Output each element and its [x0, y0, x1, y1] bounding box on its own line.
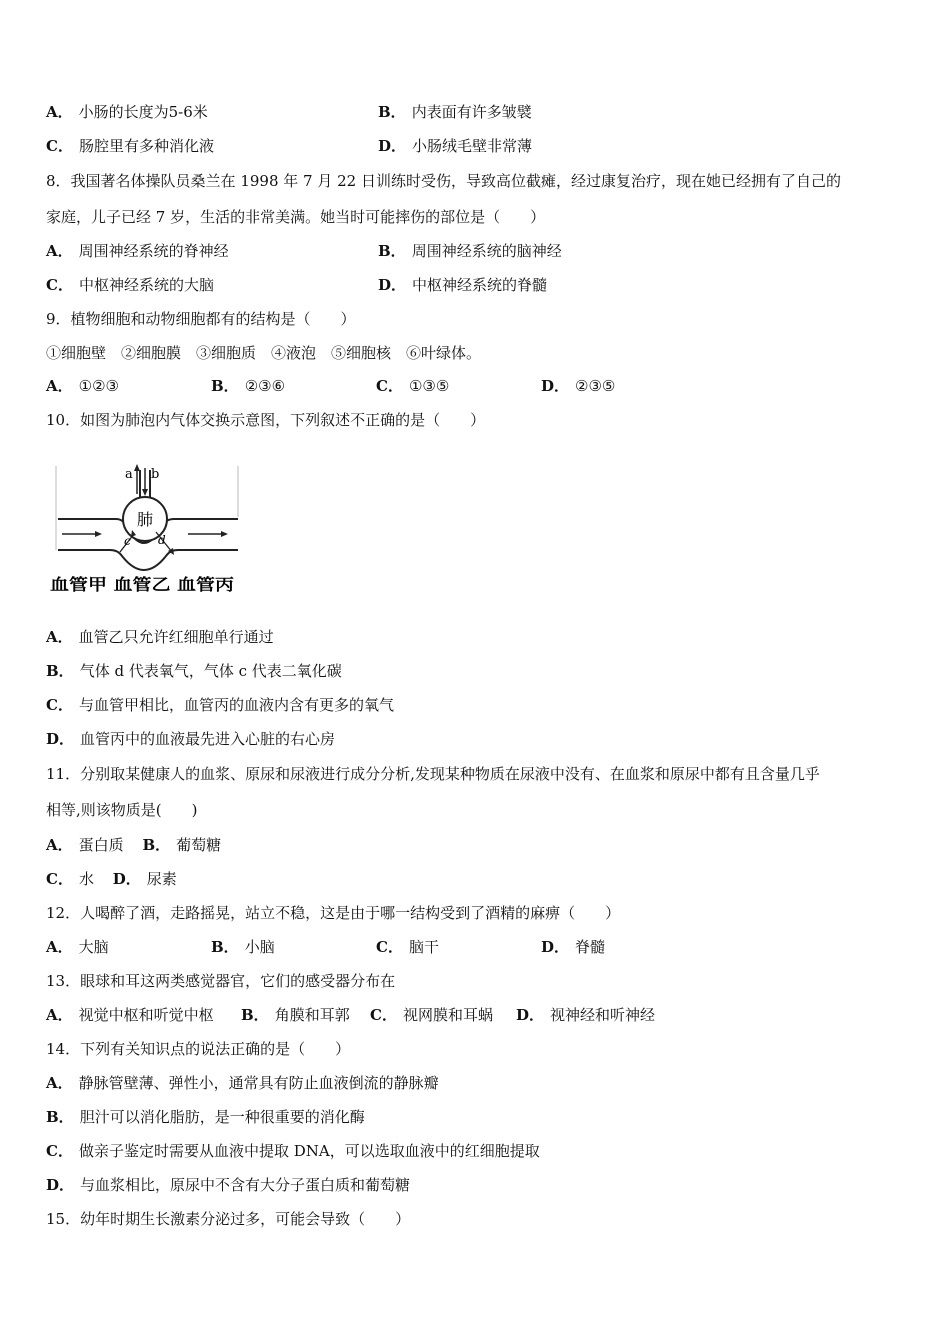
flow-arrow-right-head	[221, 531, 228, 537]
q11-option-b[interactable]: B． 葡萄糖	[142, 836, 222, 854]
q11-stem-line-1: 11．分别取某健康人的血浆、原尿和尿液进行成分分析,发现某种物质在尿液中没有、在血浆和原尿中都有且含量几乎	[46, 765, 820, 783]
q9-option-c[interactable]: C． ①③⑤	[376, 377, 450, 395]
q9-option-b[interactable]: B． ②③⑥	[211, 377, 286, 395]
q7-option-b[interactable]: B． 内表面有许多皱襞	[378, 103, 532, 121]
q10-option-a[interactable]: A． 血管乙只允许红细胞单行通过	[46, 628, 274, 646]
label-c: c	[124, 534, 131, 548]
label-b: b	[151, 467, 160, 482]
q9-option-d[interactable]: D． ②③⑤	[541, 377, 616, 395]
flow-arrow-left-head	[95, 531, 102, 537]
q14-option-b[interactable]: B． 胆汁可以消化脂肪，是一种很重要的消化酶	[46, 1108, 365, 1126]
q8-option-row-ab	[46, 241, 562, 261]
q7-option-d[interactable]: D． 小肠绒毛壁非常薄	[378, 137, 533, 155]
q8-option-d[interactable]: D． 中枢神经系统的脊髓	[378, 276, 548, 294]
q13-stem: 13．眼球和耳这两类感觉器官，它们的感受器分布在	[46, 972, 396, 990]
q8-option-b[interactable]: B． 周围神经系统的脑神经	[378, 242, 562, 260]
alveolus-gas-exchange-diagram	[48, 462, 244, 596]
q13-option-a[interactable]: A． 视觉中枢和听觉中枢	[46, 1006, 214, 1024]
label-d: d	[158, 533, 166, 547]
q9-stem: 9．植物细胞和动物细胞都有的结构是（ ）	[46, 310, 356, 328]
q10-option-c[interactable]: C． 与血管甲相比，血管丙的血液内含有更多的氧气	[46, 696, 394, 714]
q14-option-c[interactable]: C． 做亲子鉴定时需要从血液中提取 DNA，可以选取血液中的红细胞提取	[46, 1142, 540, 1160]
q10-stem: 10．如图为肺泡内气体交换示意图，下列叙述不正确的是（ ）	[46, 411, 486, 429]
q9-option-a[interactable]: A． ①②③	[46, 377, 119, 395]
q7-option-a[interactable]: A． 小肠的长度为5-6米	[46, 103, 208, 121]
q10-option-b[interactable]: B． 气体 d 代表氧气，气体 c 代表二氧化碳	[46, 662, 342, 680]
q15-stem: 15．幼年时期生长激素分泌过多，可能会导致（ ）	[46, 1210, 411, 1228]
q9-items: ①细胞壁 ②细胞膜 ③细胞质 ④液泡 ⑤细胞核 ⑥叶绿体。	[46, 344, 482, 362]
q11-option-row-ab	[46, 835, 221, 855]
label-alveolus: 肺	[137, 510, 154, 529]
label-a: a	[125, 467, 133, 482]
q13-option-d[interactable]: D． 视神经和听神经	[516, 1006, 656, 1024]
q12-option-b[interactable]: B． 小脑	[211, 938, 275, 956]
vessel-lower-wall	[58, 550, 238, 570]
q7-option-row-cd	[46, 136, 533, 156]
q8-option-a[interactable]: A． 周围神经系统的脊神经	[46, 242, 229, 260]
q7-option-row-ab	[46, 102, 532, 122]
q14-option-a[interactable]: A． 静脉管壁薄、弹性小，通常具有防止血液倒流的静脉瓣	[46, 1074, 439, 1092]
q11-option-row-cd	[46, 869, 177, 889]
q11-option-d[interactable]: D． 尿素	[112, 870, 177, 888]
q12-option-c[interactable]: C． 脑干	[376, 938, 439, 956]
q11-stem-line-2: 相等,则该物质是( )	[46, 801, 198, 819]
arrow-a-head	[134, 464, 140, 471]
q14-stem: 14．下列有关知识点的说法正确的是（ ）	[46, 1040, 351, 1058]
q8-stem-line-1: 8．我国著名体操队员桑兰在 1998 年 7 月 22 日训练时受伤，导致高位截瘫，经过康复治疗，现在她已经拥有了自己的	[46, 172, 841, 190]
q13-option-b[interactable]: B． 角膜和耳郭	[241, 1006, 350, 1024]
q7-option-c[interactable]: C． 肠腔里有多种消化液	[46, 137, 214, 155]
q8-option-c[interactable]: C． 中枢神经系统的大脑	[46, 276, 214, 294]
q11-option-c[interactable]: C． 水	[46, 870, 94, 888]
q10-option-d[interactable]: D． 血管丙中的血液最先进入心脏的右心房	[46, 730, 336, 748]
q14-option-d[interactable]: D． 与血浆相比，原尿中不含有大分子蛋白质和葡萄糖	[46, 1176, 411, 1194]
arrow-b-head	[142, 489, 148, 496]
q13-option-c[interactable]: C． 视网膜和耳蜗	[370, 1006, 493, 1024]
q11-option-a[interactable]: A． 蛋白质	[46, 836, 124, 854]
q8-stem-line-2: 家庭，儿子已经 7 岁，生活的非常美满。她当时可能摔伤的部位是（ ）	[46, 208, 546, 226]
q12-option-d[interactable]: D． 脊髓	[541, 938, 606, 956]
vessel-labels: 血管甲 血管乙 血管丙	[50, 575, 234, 594]
q12-option-a[interactable]: A． 大脑	[46, 938, 109, 956]
q12-stem: 12．人喝醉了酒，走路摇晃，站立不稳，这是由于哪一结构受到了酒精的麻痹（ ）	[46, 904, 621, 922]
q8-option-row-cd	[46, 275, 548, 295]
